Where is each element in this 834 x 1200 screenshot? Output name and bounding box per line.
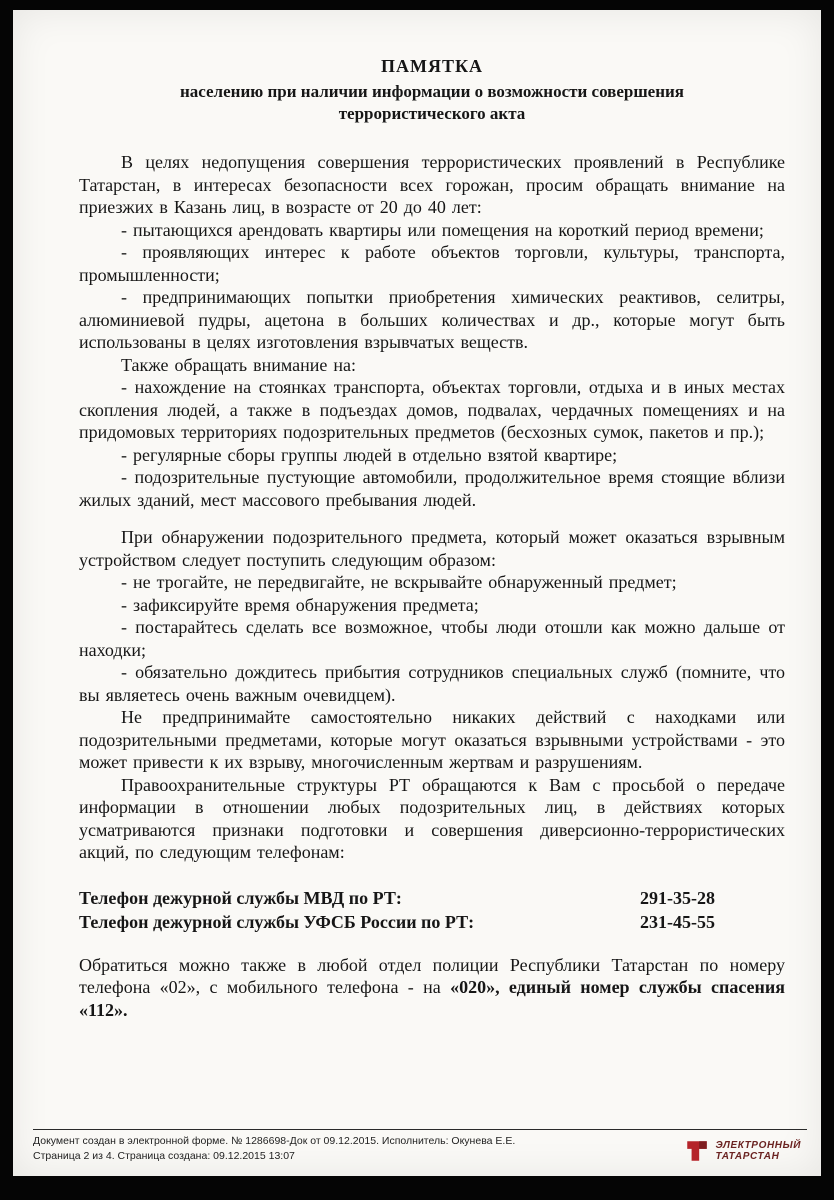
footer-meta — [33, 1134, 515, 1164]
paragraph-text: - не трогайте, не передвигайте, не вскрывайте обнаруженный предмет; — [121, 572, 677, 592]
paragraph — [79, 376, 785, 444]
doc-body — [79, 151, 785, 864]
paragraph-text: Обратиться можно также в любой отдел полиции Республики Татарстан по номеру телефона «02», с мобильного телефона - на — [79, 954, 785, 997]
paragraph-text: - обязательно дождитесь прибытия сотрудников специальных служб (помните, что вы являетесь очень важным очевидцем). — [79, 662, 785, 705]
paragraph — [79, 466, 785, 511]
paragraph-text: - зафиксируйте время обнаружения предмета; — [121, 594, 479, 615]
phone-row — [79, 910, 785, 934]
electronic-tatarstan-logo — [684, 1138, 801, 1164]
phone-table — [79, 886, 785, 934]
paragraph-text: - подозрительные пустующие автомобили, продолжительное время стоящие вблизи жилых зданий, мест массового пребывания людей. — [79, 467, 785, 510]
paragraph — [79, 954, 785, 1022]
paragraph-text: - пытающихся арендовать квартиры или помещения на короткий период времени; — [121, 219, 764, 240]
paragraph — [79, 661, 785, 706]
logo-line-1: ЭЛЕКТРОННЫЙ — [715, 1140, 801, 1151]
paragraph — [79, 571, 785, 594]
closing-section — [79, 954, 785, 1022]
paragraph-text: В целях недопущения совершения террористических проявлений в Республике Татарстан, в интересах безопасности всех горожан, просим обращать внимание на приезжих в Казань лиц, в возрасте от 20 до 40 лет: — [79, 152, 785, 217]
footer-line-1: Документ создан в электронной форме. № 1286698-Док от 09.12.2015. Исполнитель: Окунева Е.Е. — [33, 1135, 516, 1147]
paragraph — [79, 286, 785, 354]
logo-text — [715, 1140, 801, 1162]
paragraph-text: - проявляющих интерес к работе объектов торговли, культуры, транспорта, промышленности; — [79, 242, 785, 285]
scanned-document-page — [13, 10, 821, 1176]
paragraph — [79, 616, 785, 661]
document-footer — [33, 1129, 807, 1164]
paragraph-text: Не предпринимайте самостоятельно никаких действий с находками или подозрительными предметами, которые могут оказаться взрывными устройствами - это может привести к их взрыву, многочисленным жертвам и разрушениям. — [79, 707, 785, 772]
phone-number: 231-45-55 — [640, 911, 715, 932]
doc-title: ПАМЯТКА — [380, 56, 484, 76]
paragraph-text-bold: «020», единый номер службы спасения «112». — [79, 977, 785, 1020]
paragraph — [79, 774, 785, 864]
phone-row — [79, 886, 785, 910]
paragraph-text: Также обращать внимание на: — [121, 354, 356, 375]
electronic-tatarstan-logo-icon — [684, 1138, 710, 1164]
paragraph — [79, 241, 785, 286]
footer-line-2: Страница 2 из 4. Страница создана: 09.12.2015 13:07 — [33, 1150, 295, 1162]
paragraph — [79, 706, 785, 774]
doc-subtitle: населению при наличии информации о возможности совершения террористического акта — [179, 82, 685, 123]
phone-label: Телефон дежурной службы УФСБ России по РТ: — [79, 911, 475, 932]
paragraph-text: - регулярные сборы группы людей в отдельно взятой квартире; — [121, 444, 618, 465]
paragraph — [79, 354, 785, 377]
phone-number: 291-35-28 — [640, 887, 715, 908]
paragraph-text: - постарайтесь сделать все возможное, чтобы люди отошли как можно дальше от находки; — [79, 617, 785, 660]
paragraph-text: - нахождение на стоянках транспорта, объектах торговли, отдыха и в иных местах скопления людей, а также в подъездах домов, подвалах, чердачных помещениях и на придомовых территориях подозрительных предметов (бесхозных сумок, пакетов и пр.); — [79, 377, 785, 442]
logo-line-2: ТАТАРСТАН — [715, 1151, 780, 1162]
paragraph-text: - предпринимающих попытки приобретения химических реактивов, селитры, алюминиевой пудры, ацетона в больших количествах и др., которые могут быть использованы в целях изготовления взрывчатых веществ. — [79, 287, 785, 352]
paragraph — [79, 219, 785, 242]
paragraph-text: При обнаружении подозрительного предмета, который может оказаться взрывным устройством следует поступить следующим образом: — [79, 527, 785, 570]
paragraph — [79, 594, 785, 617]
document-header — [79, 56, 785, 125]
paragraph-text: Правоохранительные структуры РТ обращаются к Вам с просьбой о передаче информации в отношении любых подозрительных лиц, в действиях которых усматриваются признаки подготовки и совершения диверсионно-террористических акций, по следующим телефонам: — [79, 774, 785, 862]
paragraph — [79, 526, 785, 571]
paragraph — [79, 151, 785, 219]
paragraph — [79, 444, 785, 467]
phone-label: Телефон дежурной службы МВД по РТ: — [79, 887, 402, 908]
